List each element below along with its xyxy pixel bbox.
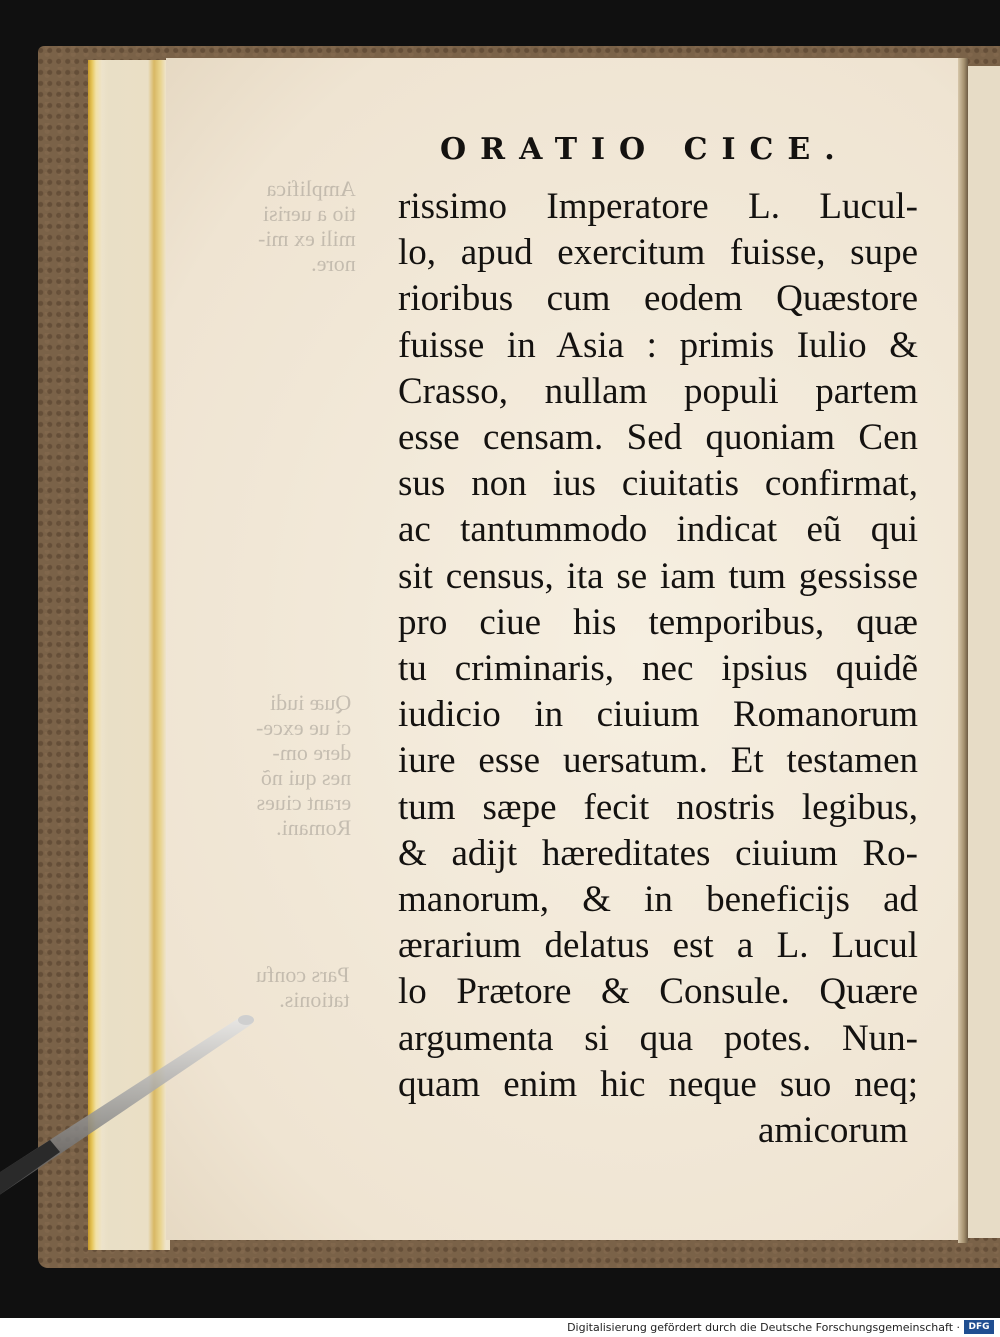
text-line: lo, apud exercitum fuisse, supe (398, 232, 918, 274)
text-line: Crasso, nullam populi partem (398, 370, 918, 412)
text-line: iudicio in ciuium Romanorum (398, 694, 918, 736)
text-line: sus non ius ciuitatis confirmat, (398, 463, 918, 505)
show-through-note: Pars confu tationis. (256, 962, 350, 1012)
text-line: esse censam. Sed quoniam Cen (398, 417, 918, 459)
text-line: tum sæpe fecit nostris legibus, (398, 786, 918, 828)
dfg-logo: DFG (964, 1320, 994, 1334)
show-through-note: Amplifica tio a uerisi mili ex mi- nore. (258, 176, 356, 276)
text-line: rissimo Imperatore L. Lucul- (398, 186, 918, 227)
text-line: manorum, & in beneficijs ad (398, 879, 918, 921)
book-gutter (958, 58, 968, 1243)
show-through-note: Quæ iudi ci ue exce- dere om- nes qui nõ erant ciues Romani. (256, 690, 352, 840)
text-line: tu criminaris, nec ipsius quidẽ (398, 648, 918, 690)
text-line: fuisse in Asia : primis Iulio & (398, 324, 918, 366)
body-text (398, 184, 918, 1154)
text-line: lo Prætore & Consule. Quære (398, 971, 918, 1013)
facing-page-edge (968, 66, 1000, 1238)
text-line: iure esse uersatum. Et testamen (398, 740, 918, 782)
pointer-pen-icon (0, 1010, 280, 1200)
catchword: amicorum (757, 1110, 908, 1152)
text-line: & adijt hæreditates ciuium Ro- (398, 832, 918, 874)
text-line: ærarium delatus est a L. Lucul (398, 925, 918, 967)
text-line: quam enim hic neque suo neq; (398, 1063, 918, 1105)
text-line: sit census, ita se iam tum gessisse (398, 555, 918, 597)
text-line: argumenta si qua potes. Nun- (398, 1017, 918, 1059)
running-head: ORATIO CICE. (440, 132, 849, 167)
text-line: pro ciue his temporibus, quæ (398, 601, 918, 643)
digitization-credit: Digitalisierung gefördert durch die Deutsche Forschungsgemeinschaft · (567, 1321, 960, 1334)
text-line: rioribus cum eodem Quæstore (398, 278, 918, 320)
text-line: ac tantummodo indicat eũ qui (398, 509, 918, 551)
